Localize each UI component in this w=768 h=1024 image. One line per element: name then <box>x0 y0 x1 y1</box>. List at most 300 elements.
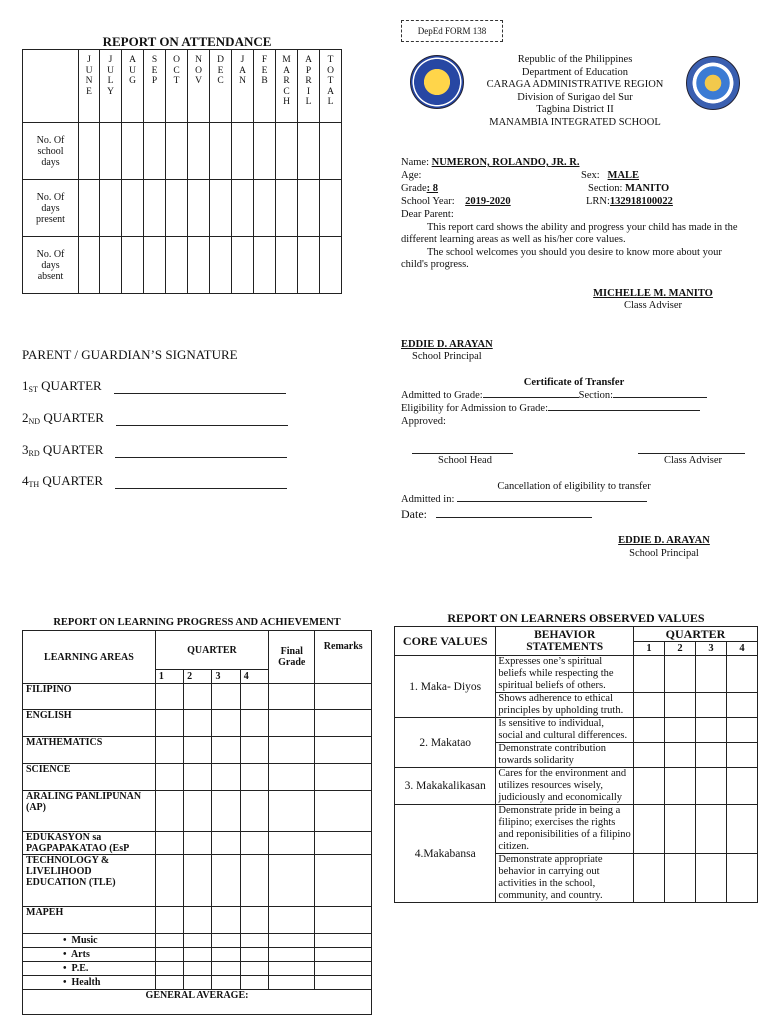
quarter-label: QUARTER <box>37 378 102 393</box>
bullet-icon: • <box>63 977 72 988</box>
attendance-cell[interactable] <box>144 180 166 237</box>
month-letter: O <box>173 55 180 65</box>
attendance-cell[interactable] <box>320 123 342 180</box>
grade-cell[interactable] <box>155 710 183 737</box>
month-letter: C <box>217 76 224 86</box>
grade-cell[interactable] <box>269 684 315 710</box>
attendance-cell[interactable] <box>188 123 210 180</box>
grade-cell[interactable] <box>184 764 212 791</box>
attendance-cell[interactable] <box>79 123 100 180</box>
subject-row <box>23 710 372 737</box>
label-line: No. Of <box>36 191 65 203</box>
month-letters <box>100 50 121 122</box>
rating-cell[interactable] <box>726 743 757 768</box>
attendance-row <box>23 123 342 180</box>
grade-cell[interactable] <box>315 976 372 990</box>
grade-cell[interactable] <box>184 976 212 990</box>
rating-cell[interactable] <box>664 854 695 903</box>
month-letter: C <box>283 86 290 97</box>
attendance-cell[interactable] <box>122 123 144 180</box>
label-line: No. Of <box>36 248 65 260</box>
admitted-grade-line[interactable] <box>401 390 707 402</box>
grade-cell[interactable] <box>240 764 268 791</box>
attendance-cell[interactable] <box>100 180 122 237</box>
grade-cell[interactable] <box>184 948 212 962</box>
grade-cell[interactable] <box>155 684 183 710</box>
age-label: Age: <box>401 170 422 181</box>
attendance-cell[interactable] <box>232 180 254 237</box>
month-letter: J <box>87 55 91 65</box>
date-line[interactable] <box>401 507 592 522</box>
subject-row <box>23 907 372 934</box>
grade-cell[interactable] <box>155 855 183 907</box>
subject-name: EDUKASYON sa PAGPAPAKATAO (EsP <box>23 832 156 855</box>
grade-cell[interactable] <box>269 962 315 976</box>
values-row <box>395 805 758 854</box>
subject-name: SCIENCE <box>23 764 156 791</box>
attendance-cell[interactable] <box>232 237 254 294</box>
grade-cell[interactable] <box>155 962 183 976</box>
subject-row <box>23 737 372 764</box>
month-letter: T <box>327 55 334 65</box>
grade-cell[interactable] <box>240 684 268 710</box>
grade-cell[interactable] <box>315 855 372 907</box>
subject-name: ENGLISH <box>23 710 156 737</box>
label-line: days <box>41 202 60 214</box>
section-label: Section: <box>588 183 623 194</box>
grade-cell[interactable] <box>212 764 240 791</box>
grade-cell[interactable] <box>240 962 268 976</box>
attendance-cell[interactable] <box>254 123 276 180</box>
sex-line <box>581 170 639 182</box>
grade-cell[interactable] <box>315 962 372 976</box>
quarter-num: 4 <box>240 670 268 684</box>
month-letter: L <box>327 97 334 107</box>
transfer-principal-name: EDDIE D. ARAYAN <box>618 535 710 546</box>
quarter-num: 3 <box>212 670 240 684</box>
month-letter: L <box>107 76 114 86</box>
grade-cell[interactable] <box>212 907 240 934</box>
rating-cell[interactable] <box>695 805 726 854</box>
grade-cell[interactable] <box>212 710 240 737</box>
grade-cell[interactable] <box>240 948 268 962</box>
attendance-header-row <box>23 50 342 123</box>
attendance-table <box>22 49 342 294</box>
grade-cell[interactable] <box>315 710 372 737</box>
principal-name: EDDIE D. ARAYAN <box>401 339 493 350</box>
mapeh-label: P.E. <box>71 963 89 974</box>
rating-cell[interactable] <box>695 743 726 768</box>
grade-cell[interactable] <box>212 737 240 764</box>
general-average-label: GENERAL AVERAGE: <box>23 990 372 1015</box>
school-head-label: School Head <box>438 455 492 466</box>
month-letter: B <box>261 76 268 86</box>
attendance-cell[interactable] <box>320 237 342 294</box>
grade-cell[interactable] <box>240 907 268 934</box>
attendance-cell[interactable] <box>166 180 188 237</box>
quarter-label: QUARTER <box>40 410 104 425</box>
rating-cell[interactable] <box>726 718 757 743</box>
values-header-row <box>395 627 758 642</box>
grade-cell[interactable] <box>184 907 212 934</box>
grade-cell[interactable] <box>212 976 240 990</box>
admitted-in-label: Admitted in: <box>401 494 455 505</box>
grade-cell[interactable] <box>240 710 268 737</box>
attendance-cell[interactable] <box>232 123 254 180</box>
quarter-4-signature[interactable] <box>22 473 287 489</box>
grade-cell[interactable] <box>269 976 315 990</box>
school-year: 2019-2020 <box>465 196 511 207</box>
rating-cell[interactable] <box>664 805 695 854</box>
grade-cell[interactable] <box>240 976 268 990</box>
attendance-cell[interactable] <box>100 237 122 294</box>
grade-cell[interactable] <box>240 832 268 855</box>
subject-row <box>23 855 372 907</box>
grade-cell[interactable] <box>155 737 183 764</box>
behavior-statement: Shows adherence to ethical principles by upholding truth. <box>496 693 634 718</box>
grade-cell[interactable] <box>212 684 240 710</box>
remarks-header: Remarks <box>315 631 372 684</box>
attendance-cell[interactable] <box>276 123 298 180</box>
quarter-sup: RD <box>28 449 40 458</box>
behavior-statement: Demonstrate pride in being a filipino; exercises the rights and reponisibilities of a filipino citizen. <box>496 805 634 854</box>
admitted-grade-field[interactable] <box>483 397 579 398</box>
grade-cell[interactable] <box>269 934 315 948</box>
month-letter: T <box>327 76 334 86</box>
division-seal-icon <box>686 56 740 110</box>
signature-line[interactable] <box>116 413 288 426</box>
rating-cell[interactable] <box>726 854 757 903</box>
grade-cell[interactable] <box>155 907 183 934</box>
behavior-statement: Expresses one’s spiritual beliefs while respecting the spiritual beliefs of others. <box>496 656 634 693</box>
month-letter: A <box>327 86 334 97</box>
sex-label: Sex: <box>581 170 600 181</box>
month-letters <box>144 50 165 122</box>
quarter-num: 4 <box>726 642 757 656</box>
eligibility-line[interactable] <box>401 403 700 415</box>
deped-seal-icon <box>410 55 464 109</box>
rating-cell[interactable] <box>726 768 757 805</box>
month-letter: U <box>85 65 93 76</box>
grade-cell[interactable] <box>155 948 183 962</box>
month-letter: O <box>327 65 334 76</box>
attendance-month-header <box>188 50 210 123</box>
grade-cell[interactable] <box>315 948 372 962</box>
grade-cell[interactable] <box>240 934 268 948</box>
attendance-month-header <box>298 50 320 123</box>
transfer-title: Certificate of Transfer <box>523 377 625 388</box>
grade-cell[interactable] <box>269 791 315 832</box>
month-letters <box>166 50 187 122</box>
grade-cell[interactable] <box>240 855 268 907</box>
grade-cell[interactable] <box>315 684 372 710</box>
grade-cell[interactable] <box>184 684 212 710</box>
rating-cell[interactable] <box>695 718 726 743</box>
attendance-cell[interactable] <box>79 180 100 237</box>
attendance-row-label <box>23 180 79 237</box>
grade-cell[interactable] <box>184 791 212 832</box>
attendance-cell[interactable] <box>276 237 298 294</box>
learning-header-row <box>23 631 372 670</box>
attendance-row <box>23 180 342 237</box>
grade-cell[interactable] <box>315 934 372 948</box>
attendance-cell[interactable] <box>254 180 276 237</box>
grade-cell[interactable] <box>269 764 315 791</box>
attendance-cell[interactable] <box>166 237 188 294</box>
month-letter: C <box>173 65 180 76</box>
values-row <box>395 656 758 693</box>
month-letter: N <box>195 55 202 65</box>
final-grade-header: Final Grade <box>269 631 315 684</box>
attendance-cell[interactable] <box>254 237 276 294</box>
quarter-num: 3 <box>695 642 726 656</box>
attendance-row <box>23 237 342 294</box>
bullet-icon: • <box>63 935 72 946</box>
section-label: Section: <box>578 390 614 401</box>
attendance-cell[interactable] <box>210 237 232 294</box>
grade-cell[interactable] <box>240 737 268 764</box>
grade-cell[interactable] <box>315 907 372 934</box>
attendance-cell[interactable] <box>79 237 100 294</box>
attendance-corner-cell <box>23 50 79 123</box>
quarter-num: 1 <box>633 642 664 656</box>
grade-cell[interactable] <box>315 737 372 764</box>
eligibility-label: Eligibility for Admission to Grade: <box>401 403 548 414</box>
attendance-month-header <box>276 50 298 123</box>
attendance-cell[interactable] <box>210 180 232 237</box>
mapeh-row <box>23 962 372 976</box>
rating-cell[interactable] <box>664 693 695 718</box>
rating-cell[interactable] <box>664 656 695 693</box>
month-letters <box>298 50 319 122</box>
grade-cell[interactable] <box>155 791 183 832</box>
signature-line[interactable] <box>115 445 287 458</box>
report-paragraph-1: This report card shows the ability and progress your child has made in the different learning areas as well as his/her core values. <box>401 222 738 246</box>
rating-cell[interactable] <box>633 768 664 805</box>
attendance-cell[interactable] <box>166 123 188 180</box>
quarter-num: 2 <box>22 410 29 425</box>
attendance-month-header <box>144 50 166 123</box>
student-name: NUMERON, ROLANDO, JR. R. <box>431 157 580 168</box>
mapeh-label: Health <box>71 977 101 988</box>
month-letter: F <box>261 55 268 65</box>
student-sex: MALE <box>607 170 640 181</box>
rating-cell[interactable] <box>695 693 726 718</box>
rating-cell[interactable] <box>695 854 726 903</box>
subject-name: ARALING PANLIPUNAN (AP) <box>23 791 156 832</box>
header-line: Republic of the Philippines <box>517 54 633 65</box>
grade-cell[interactable] <box>212 962 240 976</box>
grade-cell[interactable] <box>212 948 240 962</box>
core-value: 1. Maka- Diyos <box>395 656 496 718</box>
attendance-month-header <box>320 50 342 123</box>
attendance-cell[interactable] <box>144 123 166 180</box>
attendance-month-header <box>79 50 100 123</box>
grade-cell[interactable] <box>212 855 240 907</box>
month-letter: J <box>240 55 245 65</box>
label-line: present <box>36 213 65 225</box>
quarter-1-signature[interactable] <box>22 378 286 394</box>
attendance-month-header <box>122 50 144 123</box>
section-field[interactable] <box>613 397 707 398</box>
attendance-cell[interactable] <box>188 180 210 237</box>
attendance-cell[interactable] <box>122 237 144 294</box>
attendance-cell[interactable] <box>298 237 320 294</box>
month-letters <box>232 50 253 122</box>
school-head-line[interactable] <box>412 453 513 454</box>
grade-cell[interactable] <box>155 934 183 948</box>
month-letter: I <box>306 86 311 97</box>
grade-cell[interactable] <box>155 832 183 855</box>
admitted-in-field[interactable] <box>457 501 647 502</box>
quarter-num: 2 <box>184 670 212 684</box>
rating-cell[interactable] <box>664 743 695 768</box>
grade-cell[interactable] <box>184 934 212 948</box>
mapeh-component <box>23 934 156 948</box>
grade-cell[interactable] <box>269 737 315 764</box>
attendance-cell[interactable] <box>276 180 298 237</box>
rating-cell[interactable] <box>695 768 726 805</box>
values-table <box>394 626 758 903</box>
quarter-sup: ST <box>28 385 38 394</box>
attendance-month-header <box>210 50 232 123</box>
grade-cell[interactable] <box>155 976 183 990</box>
quarter-num: 4 <box>22 473 29 488</box>
mapeh-component <box>23 948 156 962</box>
eligibility-field[interactable] <box>548 410 700 411</box>
learning-areas-header: LEARNING AREAS <box>23 631 156 684</box>
month-letter: L <box>305 97 312 107</box>
rating-cell[interactable] <box>633 656 664 693</box>
grade-cell[interactable] <box>269 832 315 855</box>
rating-cell[interactable] <box>726 805 757 854</box>
mapeh-component <box>23 976 156 990</box>
grade-cell[interactable] <box>184 710 212 737</box>
attendance-month-header <box>166 50 188 123</box>
grade-cell[interactable] <box>155 764 183 791</box>
rating-cell[interactable] <box>633 718 664 743</box>
grade-cell[interactable] <box>315 832 372 855</box>
subject-row <box>23 832 372 855</box>
quarter-3-signature[interactable] <box>22 442 287 458</box>
month-letters <box>276 50 297 122</box>
admitted-in-line[interactable] <box>401 494 647 506</box>
quarter-sup: ND <box>28 417 41 426</box>
adviser-name: MICHELLE M. MANITO <box>593 288 713 299</box>
subject-name: MAPEH <box>23 907 156 934</box>
quarter-label: QUARTER <box>39 473 104 488</box>
attendance-row-label <box>23 123 79 180</box>
month-letters <box>210 50 231 122</box>
attendance-cell[interactable] <box>122 180 144 237</box>
rating-cell[interactable] <box>633 693 664 718</box>
month-letter: P <box>305 65 312 76</box>
attendance-row-label <box>23 237 79 294</box>
signature-line[interactable] <box>114 381 286 394</box>
month-letter: N <box>85 76 93 86</box>
rating-cell[interactable] <box>633 854 664 903</box>
signature-title: PARENT / GUARDIAN’S SIGNATURE <box>22 347 238 362</box>
quarter-2-signature[interactable] <box>22 410 288 426</box>
grade-cell[interactable] <box>315 764 372 791</box>
quarter-num: 1 <box>155 670 183 684</box>
subject-name: FILIPINO <box>23 684 156 710</box>
grade-cell[interactable] <box>212 832 240 855</box>
name-label: Name: <box>401 157 429 168</box>
month-letter: D <box>217 55 224 65</box>
label-line: No. Of <box>36 134 65 146</box>
signature-line[interactable] <box>115 476 287 489</box>
quarter-num: 2 <box>664 642 695 656</box>
rating-cell[interactable] <box>664 768 695 805</box>
month-letters <box>188 50 209 122</box>
behavior-header: BEHAVIOR STATEMENTS <box>496 627 634 656</box>
grade-cell[interactable] <box>184 855 212 907</box>
attendance-cell[interactable] <box>320 180 342 237</box>
month-letter: U <box>107 65 114 76</box>
grade-cell[interactable] <box>269 710 315 737</box>
rating-cell[interactable] <box>664 718 695 743</box>
name-line <box>401 157 580 169</box>
lrn-line <box>586 196 673 208</box>
attendance-cell[interactable] <box>298 180 320 237</box>
grade-cell[interactable] <box>269 855 315 907</box>
general-average-row <box>23 990 372 1015</box>
values-row <box>395 718 758 743</box>
rating-cell[interactable] <box>695 656 726 693</box>
core-value: 4.Makabansa <box>395 805 496 903</box>
attendance-cell[interactable] <box>298 123 320 180</box>
class-adviser-label: Class Adviser <box>663 455 723 466</box>
class-adviser-line[interactable] <box>638 453 745 454</box>
grade-cell[interactable] <box>212 791 240 832</box>
rating-cell[interactable] <box>726 656 757 693</box>
mapeh-component <box>23 962 156 976</box>
grade-cell[interactable] <box>184 962 212 976</box>
month-letter: A <box>129 55 136 65</box>
grade-cell[interactable] <box>212 934 240 948</box>
rating-cell[interactable] <box>633 743 664 768</box>
month-letter: A <box>305 55 312 65</box>
rating-cell[interactable] <box>726 693 757 718</box>
values-title: REPORT ON LEARNERS OBSERVED VALUES <box>447 611 705 625</box>
grade-cell[interactable] <box>269 948 315 962</box>
label-line: days <box>41 259 60 271</box>
month-letter: A <box>239 65 246 76</box>
date-field[interactable] <box>436 517 592 518</box>
principal-title: School Principal <box>412 351 482 362</box>
grade-line <box>401 183 438 195</box>
grade-cell[interactable] <box>184 737 212 764</box>
attendance-cell[interactable] <box>100 123 122 180</box>
section-line <box>588 183 669 195</box>
rating-cell[interactable] <box>633 805 664 854</box>
attendance-cell[interactable] <box>188 237 210 294</box>
month-letter: S <box>151 55 158 65</box>
values-row <box>395 768 758 805</box>
school-year-line <box>401 196 511 208</box>
subject-row <box>23 791 372 832</box>
month-letters <box>122 50 143 122</box>
header-line: CARAGA ADMINISTRATIVE REGION <box>486 79 664 90</box>
attendance-cell[interactable] <box>210 123 232 180</box>
grade-cell[interactable] <box>184 832 212 855</box>
grade-cell[interactable] <box>315 791 372 832</box>
grade-cell[interactable] <box>269 907 315 934</box>
mapeh-row <box>23 934 372 948</box>
grade-cell[interactable] <box>240 791 268 832</box>
attendance-cell[interactable] <box>144 237 166 294</box>
